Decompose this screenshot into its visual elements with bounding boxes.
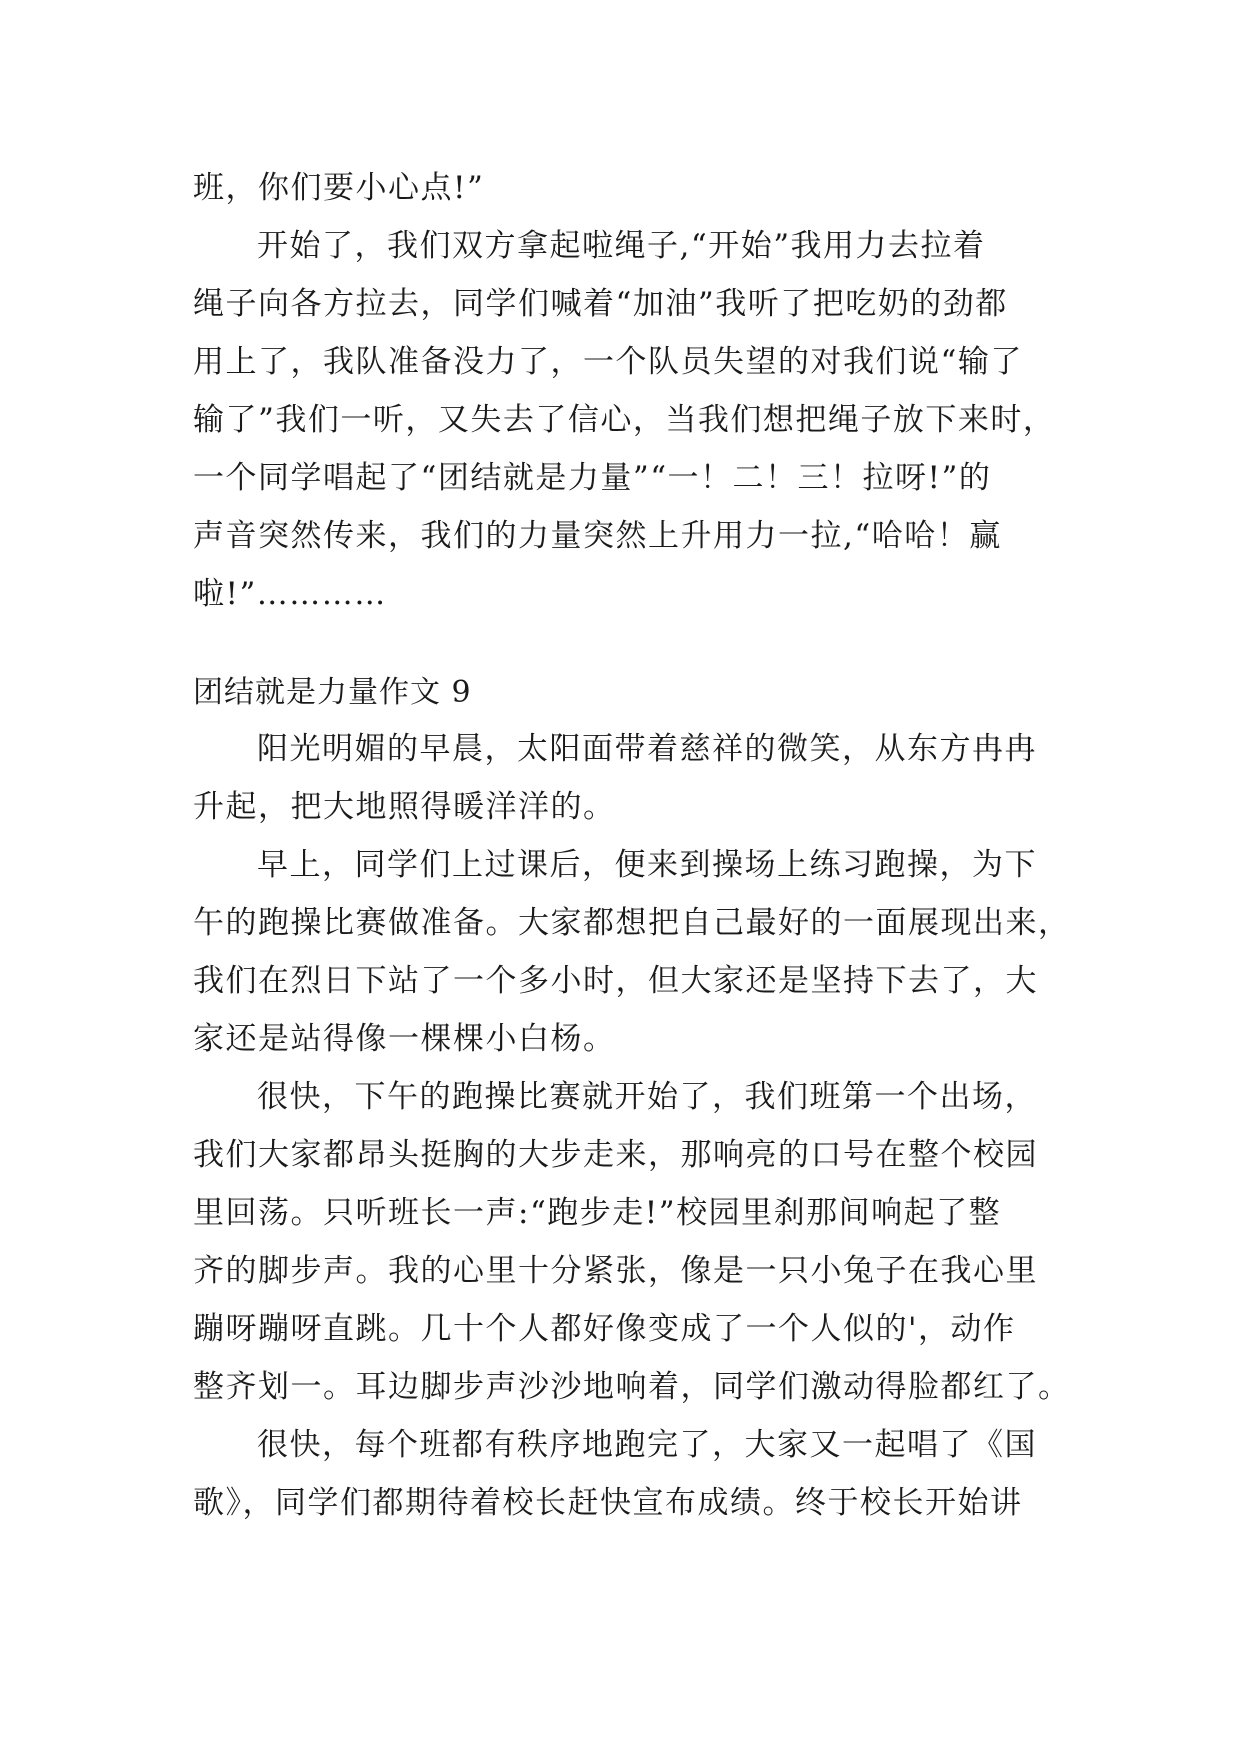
paragraph-line: 一个同学唱起了“团结就是力量”“一！二！三！拉呀!”的 <box>193 460 992 496</box>
paragraph-line: 歌》，同学们都期待着校长赶快宣布成绩。终于校长开始讲 <box>193 1485 1023 1521</box>
paragraph-line: 整齐划一。耳边脚步声沙沙地响着，同学们激动得脸都红了。 <box>193 1369 1071 1405</box>
paragraph-line: 啦!”………… <box>193 576 387 612</box>
paragraph-line: 很快，每个班都有秩序地跑完了，大家又一起唱了《国 <box>257 1427 1037 1463</box>
paragraph-line: 家还是站得像一棵棵小白杨。 <box>193 1021 616 1057</box>
paragraph-line: 午的跑操比赛做准备。大家都想把自己最好的一面展现出来， <box>193 905 1071 941</box>
paragraph-line: 里回荡。只听班长一声:“跑步走!”校园里刹那间响起了整 <box>193 1195 1002 1231</box>
paragraph-line: 我们大家都昂头挺胸的大步走来，那响亮的口号在整个校园 <box>193 1137 1038 1173</box>
paragraph-line: 绳子向各方拉去，同学们喊着“加油”我听了把吃奶的劲都 <box>193 286 1008 322</box>
paragraph-line: 升起，把大地照得暖洋洋的。 <box>193 789 616 825</box>
section-title: 团结就是力量作文 9 <box>193 675 472 710</box>
paragraph-line: 用上了，我队准备没力了，一个队员失望的对我们说“输了 <box>193 344 1023 380</box>
paragraph-line: 早上，同学们上过课后，便来到操场上练习跑操，为下 <box>257 847 1037 883</box>
paragraph-line: 输了”我们一听，又失去了信心，当我们想把绳子放下来时， <box>193 402 1056 438</box>
paragraph-line: 阳光明媚的早晨，太阳面带着慈祥的微笑，从东方冉冉 <box>257 731 1037 767</box>
paragraph-line: 班，你们要小心点!” <box>193 170 485 206</box>
paragraph-line: 我们在烈日下站了一个多小时，但大家还是坚持下去了，大 <box>193 963 1038 999</box>
paragraph-line: 开始了，我们双方拿起啦绳子,“开始”我用力去拉着 <box>257 228 986 264</box>
paragraph-line: 蹦呀蹦呀直跳。几十个人都好像变成了一个人似的'，动作 <box>193 1311 1016 1347</box>
paragraph-line: 齐的脚步声。我的心里十分紧张，像是一只小兔子在我心里 <box>193 1253 1038 1289</box>
paragraph-line: 声音突然传来，我们的力量突然上升用力一拉,“哈哈！赢 <box>193 518 1002 554</box>
paragraph-line: 很快，下午的跑操比赛就开始了，我们班第一个出场， <box>257 1079 1037 1115</box>
